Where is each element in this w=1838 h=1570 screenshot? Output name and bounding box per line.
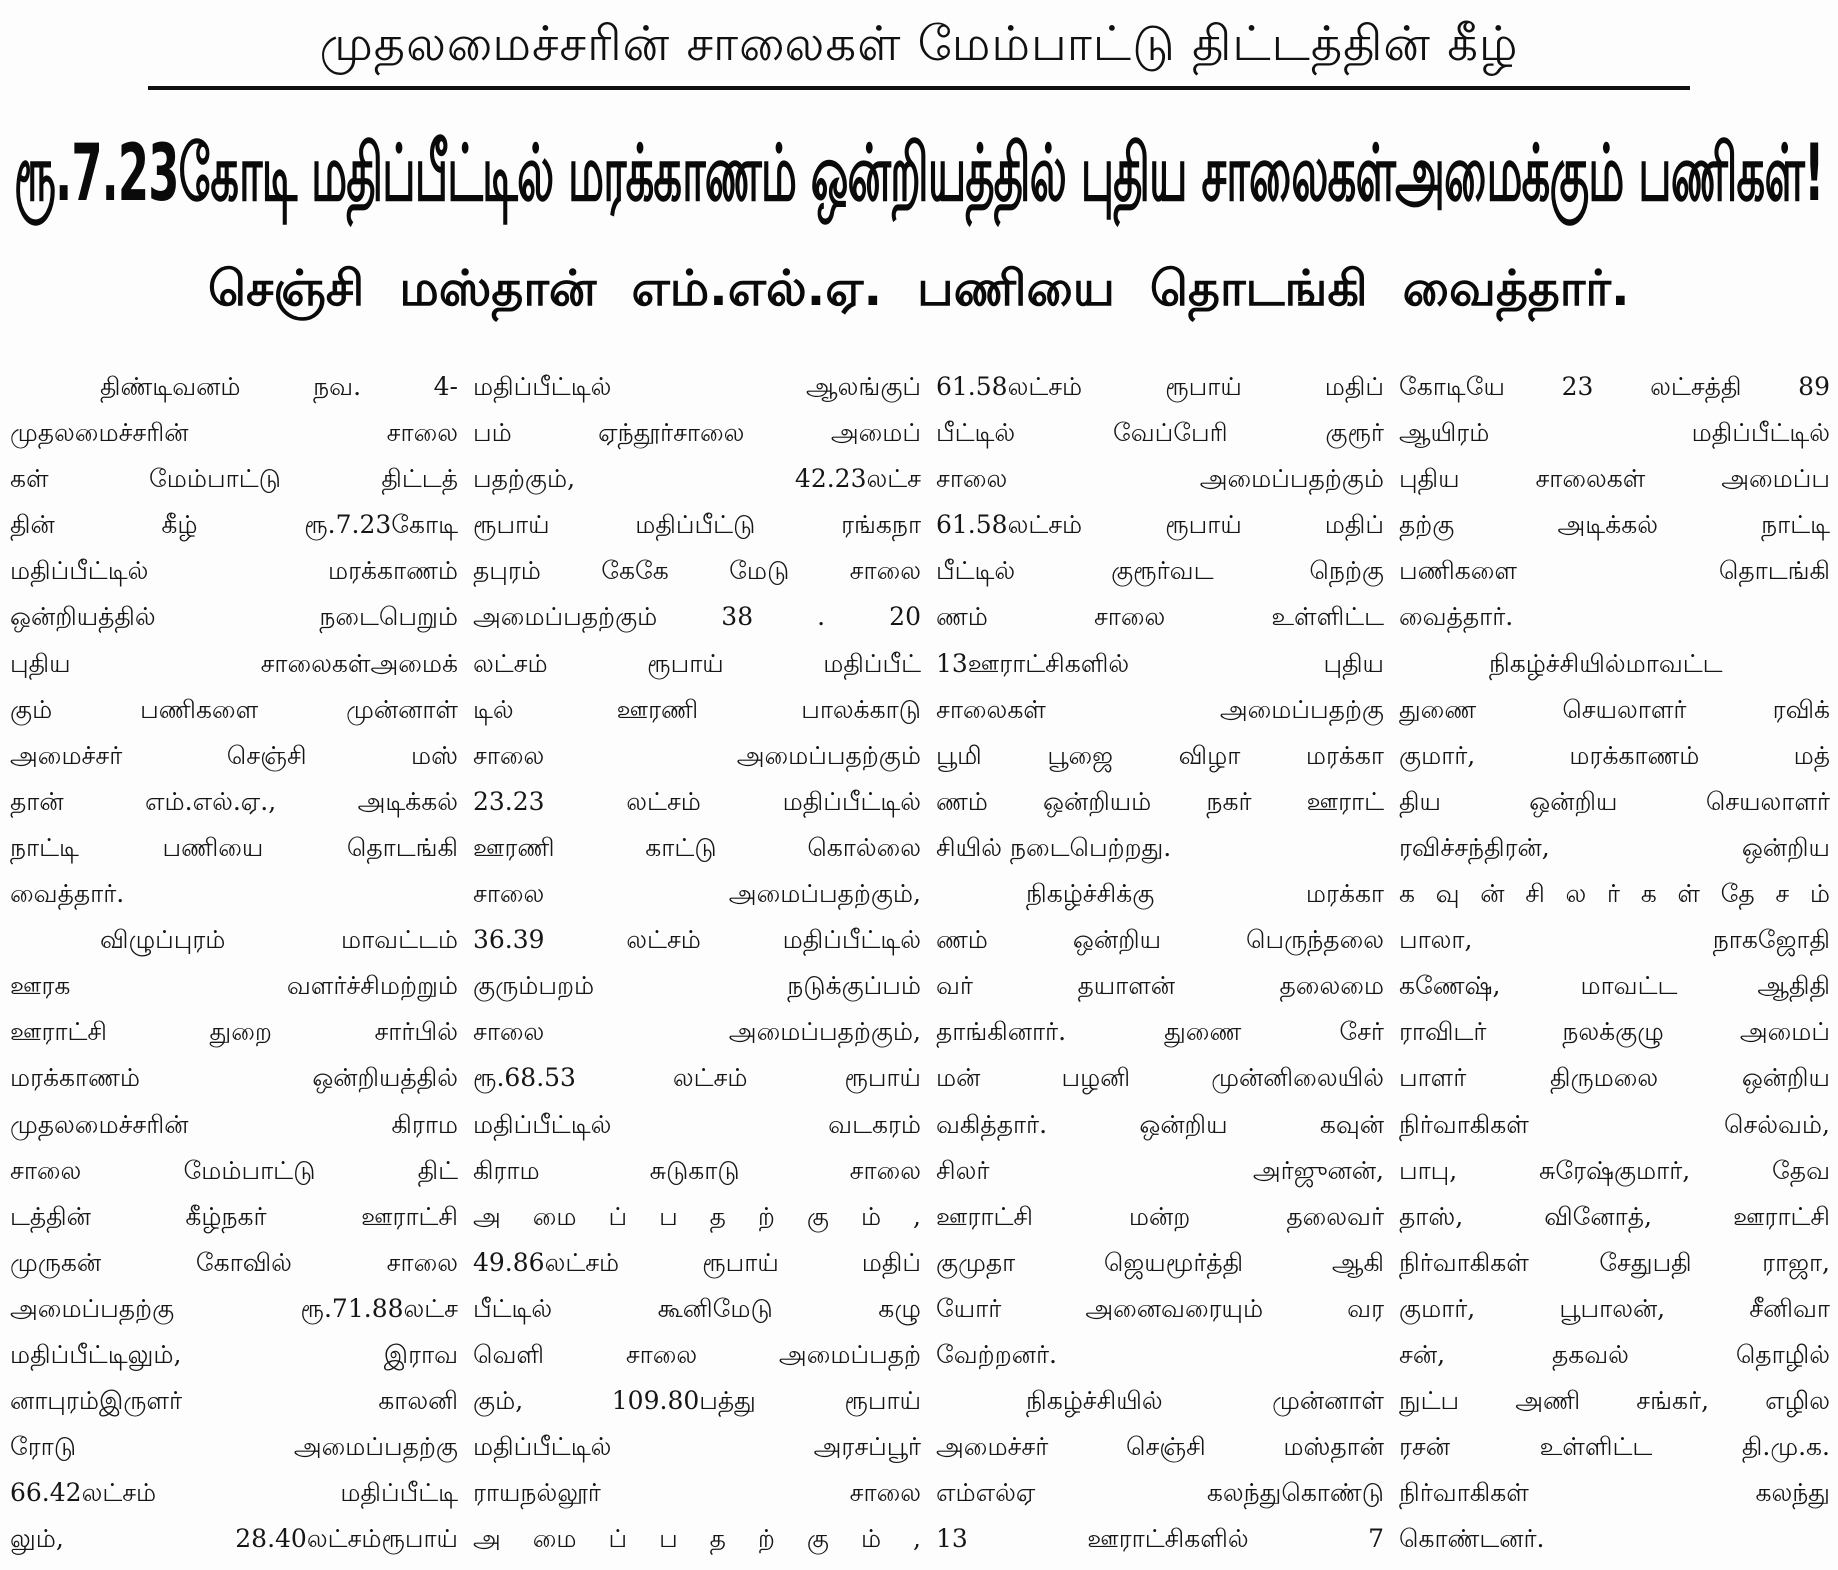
headline-block <box>0 110 1838 240</box>
article-text-line: ஊரணி காட்டு கொல்லை <box>473 832 921 862</box>
article-text-line: அமைப்பதற்கு ரூ.71.88லட்ச <box>10 1293 458 1323</box>
article-text-line: விழுப்புரம் மாவட்டம் <box>100 925 458 955</box>
article-text-line: பாளர் திருமலை ஒன்றிய <box>1399 1063 1830 1093</box>
article-text-line: 13 ஊராட்சிகளில் 7 <box>936 1524 1384 1554</box>
article-text-line: நிர்வாகிகள் சேதுபதி ராஜா, <box>1399 1247 1830 1277</box>
article-text-line: யோர் அனைவரையும் வர <box>936 1293 1384 1323</box>
article-text-line: கணேஷ், மாவட்ட ஆதிதி <box>1399 971 1830 1001</box>
article-text-line: துணை செயலாளர் ரவிக் <box>1399 694 1830 724</box>
article-text-line: சிலர் அர்ஜுனன், <box>936 1155 1384 1185</box>
article-text-line: பணிகளை தொடங்கி <box>1399 556 1830 586</box>
article-text-line: அ மை ப் ப த ற் கு ம் , <box>473 1201 921 1231</box>
article-text-line: புதிய சாலைகள் அமைப்ப <box>1399 464 1830 494</box>
article-text-line: ரோடு அமைப்பதற்கு <box>10 1432 458 1462</box>
article-text-line: மன் பழனி முன்னிலையில் <box>936 1063 1384 1093</box>
headline: ரூ.7.23கோடி மதிப்பீட்டில் மரக்காணம் ஒன்றியத்தில் புதிய சாலைகள்அமைக்கும் பணிகள்! <box>14 129 1824 220</box>
article-text-line: 36.39 லட்சம் மதிப்பீட்டில் <box>473 925 921 955</box>
article-text-line: மரக்காணம் ஒன்றியத்தில் <box>10 1063 458 1093</box>
article-text-line: ஒன்றியத்தில் நடைபெறும் <box>10 602 458 632</box>
article-text-line: வர் தயாளன் தலைமை <box>936 971 1384 1001</box>
article-text-line: முதலமைச்சரின் சாலை <box>10 418 458 448</box>
article-text-line: வெளி சாலை அமைப்பதற் <box>473 1339 921 1369</box>
article-text-line: கும் பணிகளை முன்னாள் <box>10 694 458 724</box>
article-text-line: பூமி பூஜை விழா மரக்கா <box>936 740 1384 770</box>
article-text-line: பதற்கும், 42.23லட்ச <box>473 464 921 494</box>
article-text-line: ரசன் உள்ளிட்ட தி.மு.க. <box>1399 1432 1830 1462</box>
article-text-line: முருகன் கோவில் சாலை <box>10 1247 458 1277</box>
article-text-line: சாலைகள் அமைப்பதற்கு <box>936 694 1384 724</box>
article-text-line: சாலை மேம்பாட்டு திட் <box>10 1155 458 1185</box>
article-text-line: ஊராட்சி துறை சார்பில் <box>10 1017 458 1047</box>
kicker-underline <box>148 86 1690 90</box>
article-text-line: சாலை அமைப்பதற்கும், <box>473 1017 921 1047</box>
kicker-line: முதலமைச்சரின் சாலைகள் மேம்பாட்டு திட்டத்தின் கீழ் <box>319 16 1519 72</box>
article-text-line: கொண்டனர். <box>1399 1524 1545 1554</box>
article-text-line: மதிப்பீட்டில் ஆலங்குப் <box>473 372 921 401</box>
article-text-line: சாலை அமைப்பதற்கும் <box>936 464 1384 494</box>
article-text-line: ஊராட்சி மன்ற தலைவர் <box>936 1201 1384 1231</box>
article-text-line: ணம் சாலை உள்ளிட்ட <box>936 602 1384 632</box>
article-text-line: டத்தின் கீழ்நகர் ஊராட்சி <box>10 1201 458 1231</box>
article-text-line: ராவிடர் நலக்குழு அமைப் <box>1399 1017 1830 1047</box>
article-text-line: வகித்தார். ஒன்றிய கவுன் <box>936 1109 1384 1139</box>
article-text-line: நிகழ்ச்சிக்கு மரக்கா <box>1026 879 1384 909</box>
article-text-line: பீட்டில் கூனிமேடு கழு <box>473 1293 921 1323</box>
article-text-line: கும், 109.80பத்து ரூபாய் <box>473 1386 921 1416</box>
article-text-line: ரவிச்சந்திரன், ஒன்றிய <box>1399 832 1830 862</box>
article-text-line: 23.23 லட்சம் மதிப்பீட்டில் <box>473 786 921 816</box>
article-text-line: நிர்வாகிகள் கலந்து <box>1399 1478 1830 1508</box>
article-text-line: வைத்தார். <box>10 879 125 909</box>
article-text-line: அமைப்பதற்கும் 38 . 20 <box>473 602 921 632</box>
article-text-line: ஊரக வளர்ச்சிமற்றும் <box>10 971 458 1001</box>
article-text-line: அமைச்சர் செஞ்சி மஸ் <box>10 740 458 770</box>
article-text-line: நிகழ்ச்சியில்மாவட்ட <box>1489 648 1723 678</box>
article-text-line: 61.58லட்சம் ரூபாய் மதிப் <box>936 372 1384 401</box>
subheadline: செஞ்சி மஸ்தான் எம்.எல்.ஏ. பணியை தொடங்கி வைத்தார். <box>208 260 1630 317</box>
article-column-4 <box>1399 364 1830 1564</box>
article-text-line: மதிப்பீட்டில் மரக்காணம் <box>10 556 458 586</box>
article-text-line: திண்டிவனம் நவ. 4- <box>100 372 458 401</box>
article-text-line: குமார், பூபாலன், சீனிவா <box>1399 1293 1830 1323</box>
article-text-line: பீட்டில் வேப்பேரி குரூர் <box>936 418 1384 448</box>
article-text-line: தாஸ், வினோத், ஊராட்சி <box>1399 1201 1830 1231</box>
article-text-line: சாலை அமைப்பதற்கும் <box>473 740 921 770</box>
article-text-line: நாட்டி பணியை தொடங்கி <box>10 832 458 862</box>
article-text-line: 61.58லட்சம் ரூபாய் மதிப் <box>936 510 1384 540</box>
article-text-line: க வு ன் சி ல ர் க ள் தே ச ம் <box>1399 879 1830 909</box>
article-text-line: பாலா, நாகஜோதி <box>1399 925 1830 955</box>
article-text-line: முதலமைச்சரின் கிராம <box>10 1109 458 1139</box>
article-text-line: சாலை அமைப்பதற்கும், <box>473 879 921 909</box>
article-text-line: தான் எம்.எல்.ஏ., அடிக்கல் <box>10 786 458 816</box>
article-column-1 <box>10 364 458 1564</box>
article-text-line: னாபுரம்இருளர் காலனி <box>10 1386 458 1416</box>
article-text-line: தின் கீழ் ரூ.7.23கோடி <box>10 510 458 540</box>
article-text-line: தாங்கினார். துணை சேர் <box>936 1017 1384 1047</box>
article-text-line: டில் ஊரணி பாலக்காடு <box>473 694 921 724</box>
article-text-line: மதிப்பீட்டில் வடகரம் <box>473 1109 921 1139</box>
article-text-line: ணம் ஒன்றிய பெருந்தலை <box>936 925 1384 955</box>
article-text-line: கள் மேம்பாட்டு திட்டத் <box>10 464 458 494</box>
article-text-line: அமைச்சர் செஞ்சி மஸ்தான் <box>936 1432 1384 1462</box>
article-text-line: ரூ.68.53 லட்சம் ரூபாய் <box>473 1063 921 1093</box>
article-text-line: லட்சம் ரூபாய் மதிப்பீட் <box>473 648 921 678</box>
article-text-line: குரும்பறம் நடுக்குப்பம் <box>473 971 921 1001</box>
article-column-3 <box>936 364 1384 1564</box>
article-text-line: தற்கு அடிக்கல் நாட்டி <box>1399 510 1830 540</box>
article-text-line: குமார், மரக்காணம் மத் <box>1399 740 1830 770</box>
article-text-line: ராயநல்லூர் சாலை <box>473 1478 921 1508</box>
article-text-line: மதிப்பீட்டிலும், இராவ <box>10 1339 458 1369</box>
article-text-line: பம் ஏந்தூர்சாலை அமைப் <box>473 418 921 448</box>
article-text-line: எம்எல்ஏ கலந்துகொண்டு <box>936 1478 1384 1508</box>
article-text-line: ஆயிரம் மதிப்பீட்டில் <box>1399 418 1830 448</box>
article-text-line: புதிய சாலைகள்அமைக் <box>10 648 458 678</box>
article-text-line: பீட்டில் குரூர்வட நெற்கு <box>936 556 1384 586</box>
article-text-line: நிர்வாகிகள் செல்வம், <box>1399 1109 1830 1139</box>
article-text-line: 49.86லட்சம் ரூபாய் மதிப் <box>473 1247 921 1277</box>
article-text-line: நுட்ப அணி சங்கர், எழில <box>1399 1386 1830 1416</box>
article-text-line: குமுதா ஜெயமூர்த்தி ஆகி <box>936 1247 1384 1277</box>
article-text-line: வைத்தார். <box>1399 602 1514 632</box>
article-text-line: நிகழ்ச்சியில் முன்னாள் <box>1026 1386 1384 1416</box>
article-text-line: 66.42லட்சம் மதிப்பீட்டி <box>10 1478 458 1508</box>
article-column-2 <box>473 364 921 1564</box>
article-text-line: மதிப்பீட்டில் அரசப்பூர் <box>473 1432 921 1462</box>
article-text-line: சியில் நடைபெற்றது. <box>936 832 1172 862</box>
article-text-line: லும், 28.40லட்சம்ரூபாய் <box>10 1524 458 1554</box>
article-text-line: தபுரம் கேகே மேடு சாலை <box>473 556 921 586</box>
article-text-line: கிராம சுடுகாடு சாலை <box>473 1155 921 1185</box>
article-text-line: கோடியே 23 லட்சத்தி 89 <box>1399 372 1830 401</box>
article-text-line: பாபு, சுரேஷ்குமார், தேவ <box>1399 1155 1830 1185</box>
article-text-line: திய ஒன்றிய செயலாளர் <box>1399 786 1830 816</box>
article-text-line: சன், தகவல் தொழில் <box>1399 1339 1830 1369</box>
article-text-line: ணம் ஒன்றியம் நகர் ஊராட் <box>936 786 1384 816</box>
article-body <box>10 364 1830 1564</box>
article-text-line: அ மை ப் ப த ற் கு ம் , <box>473 1524 921 1554</box>
article-text-line: வேற்றனர். <box>936 1339 1057 1369</box>
article-text-line: 13ஊராட்சிகளில் புதிய <box>936 648 1384 678</box>
article-text-line: ரூபாய் மதிப்பீட்டு ரங்கநா <box>473 510 921 540</box>
